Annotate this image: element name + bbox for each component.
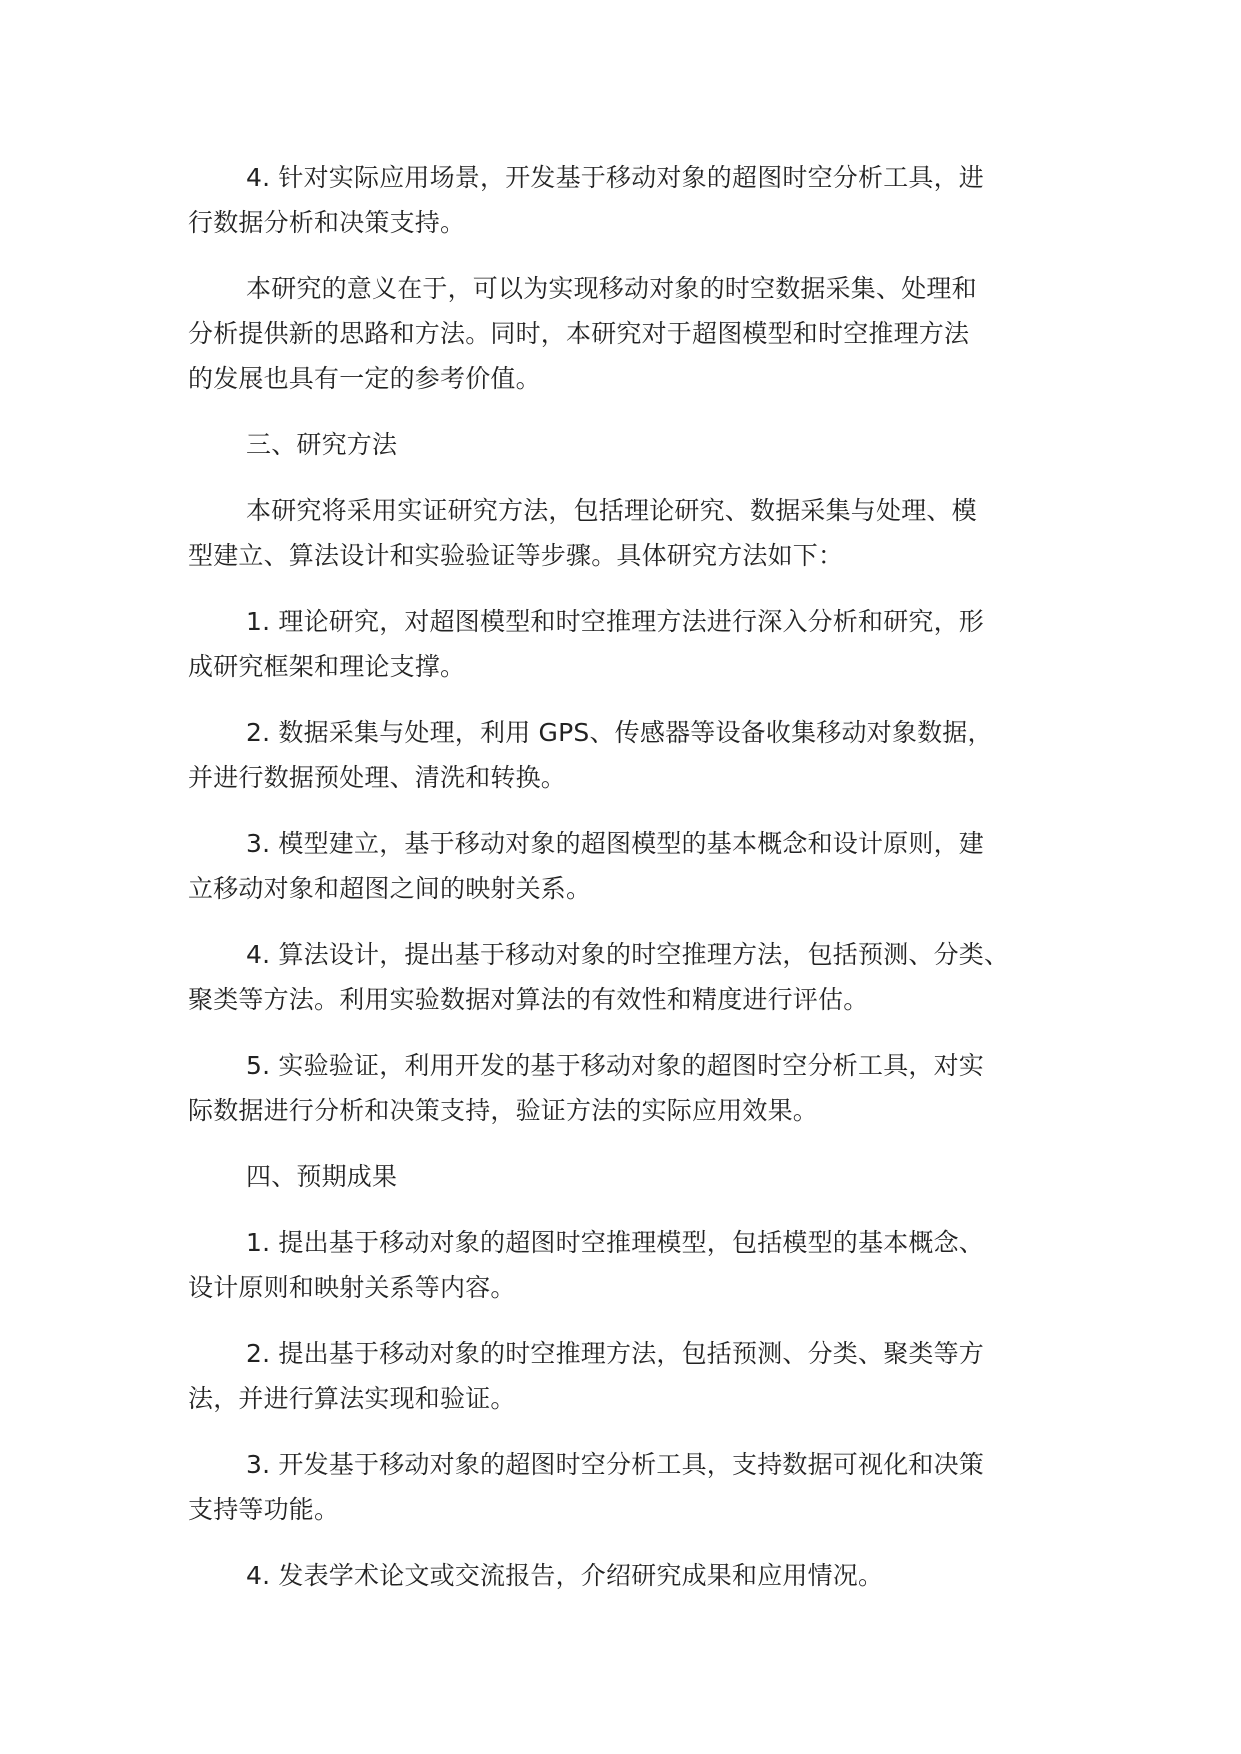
document-body bbox=[188, 155, 1048, 1619]
text-line: 2. 提出基于移动对象的时空推理方法，包括预测、分类、聚类等方 bbox=[246, 1339, 985, 1368]
paragraph bbox=[188, 821, 1048, 911]
text-line: 行数据分析和决策支持。 bbox=[188, 208, 466, 237]
text-line: 4. 发表学术论文或交流报告，介绍研究成果和应用情况。 bbox=[246, 1561, 884, 1590]
text-line: 法，并进行算法实现和验证。 bbox=[188, 1384, 516, 1413]
text-line: 4. 针对实际应用场景，开发基于移动对象的超图时空分析工具，进 bbox=[246, 163, 985, 192]
text-line: 本研究的意义在于，可以为实现移动对象的时空数据采集、处理和 bbox=[246, 274, 977, 303]
text-line: 三、研究方法 bbox=[246, 430, 398, 459]
text-line: 并进行数据预处理、清洗和转换。 bbox=[188, 763, 567, 792]
paragraph bbox=[188, 488, 1048, 578]
text-line: 立移动对象和超图之间的映射关系。 bbox=[188, 874, 592, 903]
text-line: 3. 开发基于移动对象的超图时空分析工具，支持数据可视化和决策 bbox=[246, 1450, 985, 1479]
paragraph bbox=[188, 266, 1048, 401]
text-line: 四、预期成果 bbox=[246, 1162, 398, 1191]
paragraph bbox=[188, 1553, 1048, 1598]
text-line: 际数据进行分析和决策支持，验证方法的实际应用效果。 bbox=[188, 1096, 819, 1125]
paragraph bbox=[188, 1442, 1048, 1532]
paragraph bbox=[188, 1331, 1048, 1421]
text-line: 分析提供新的思路和方法。同时，本研究对于超图模型和时空推理方法 bbox=[188, 319, 970, 348]
paragraph bbox=[188, 155, 1048, 245]
paragraph bbox=[188, 1220, 1048, 1310]
text-line: 5. 实验验证，利用开发的基于移动对象的超图时空分析工具，对实 bbox=[246, 1051, 985, 1080]
text-line: 3. 模型建立，基于移动对象的超图模型的基本概念和设计原则，建 bbox=[246, 829, 985, 858]
text-line: 4. 算法设计，提出基于移动对象的时空推理方法，包括预测、分类、 bbox=[246, 940, 1010, 969]
text-line: 的发展也具有一定的参考价值。 bbox=[188, 364, 541, 393]
text-line: 聚类等方法。利用实验数据对算法的有效性和精度进行评估。 bbox=[188, 985, 869, 1014]
paragraph bbox=[188, 710, 1048, 800]
text-line: 成研究框架和理论支撑。 bbox=[188, 652, 466, 681]
paragraph bbox=[188, 599, 1048, 689]
text-line: 设计原则和映射关系等内容。 bbox=[188, 1273, 516, 1302]
section-heading bbox=[188, 1154, 1048, 1199]
text-line: 1. 提出基于移动对象的超图时空推理模型，包括模型的基本概念、 bbox=[246, 1228, 985, 1257]
text-line: 支持等功能。 bbox=[188, 1495, 340, 1524]
text-line: 型建立、算法设计和实验验证等步骤。具体研究方法如下： bbox=[188, 541, 844, 570]
text-line: 本研究将采用实证研究方法，包括理论研究、数据采集与处理、模 bbox=[246, 496, 977, 525]
paragraph bbox=[188, 932, 1048, 1022]
text-line: 1. 理论研究，对超图模型和时空推理方法进行深入分析和研究，形 bbox=[246, 607, 985, 636]
text-line: 2. 数据采集与处理，利用 GPS、传感器等设备收集移动对象数据， bbox=[246, 718, 993, 747]
section-heading bbox=[188, 422, 1048, 467]
paragraph bbox=[188, 1043, 1048, 1133]
